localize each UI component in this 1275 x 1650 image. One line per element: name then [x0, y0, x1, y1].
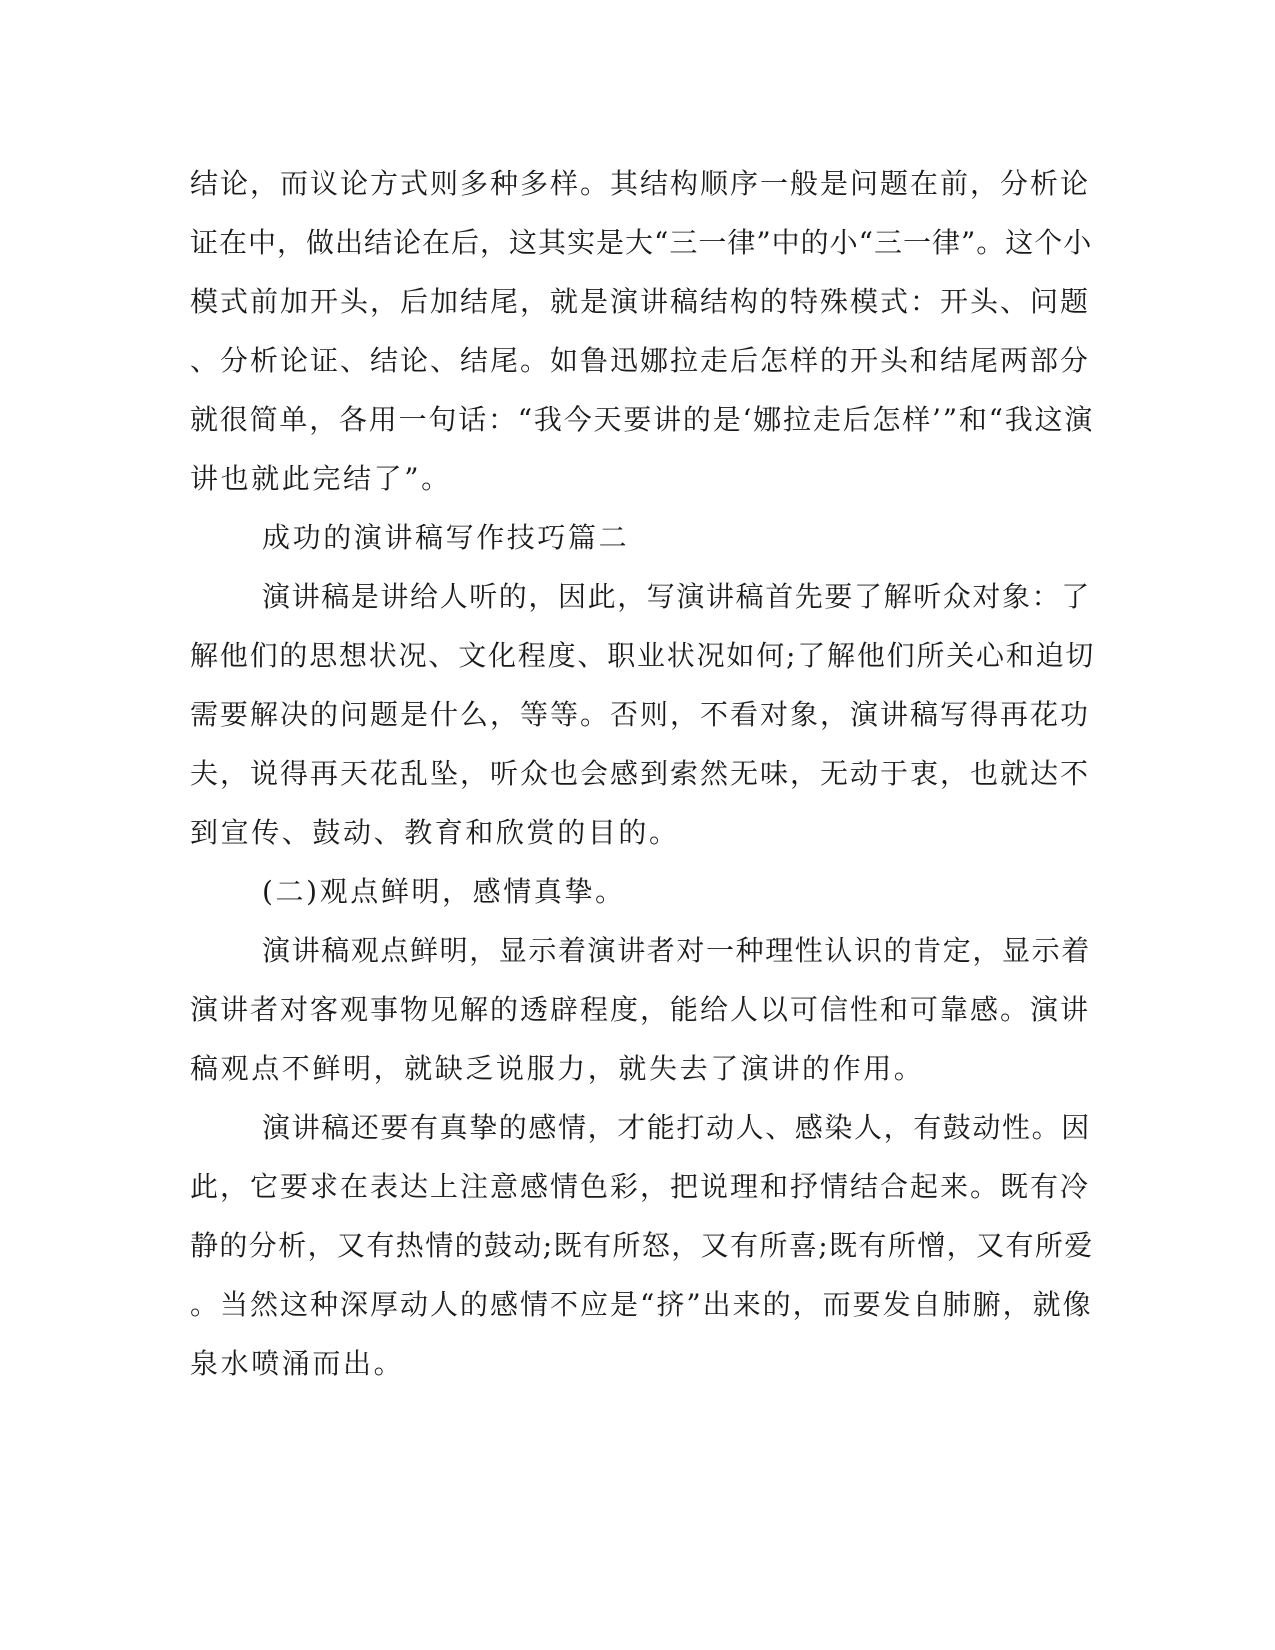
- text-line: 静的分析，又有热情的鼓动;既有所怒，又有所喜;既有所憎，又有所爱: [190, 1229, 1094, 1262]
- section-heading: 成功的演讲稿写作技巧篇二: [262, 521, 630, 554]
- text-line: 演讲稿是讲给人听的，因此，写演讲稿首先要了解听众对象：了: [262, 580, 1091, 613]
- text-line: 演讲稿观点鲜明，显示着演讲者对一种理性认识的肯定，显示着: [262, 934, 1091, 967]
- text-line: 到宣传、鼓动、教育和欣赏的目的。: [190, 816, 680, 849]
- text-line: 演讲稿还要有真挚的感情，才能打动人、感染人，有鼓动性。因: [262, 1111, 1091, 1144]
- text-line: 解他们的思想状况、文化程度、职业状况如何;了解他们所关心和迫切: [190, 639, 1096, 672]
- text-line: 演讲者对客观事物见解的透辟程度，能给人以可信性和可靠感。演讲: [190, 993, 1091, 1026]
- text-line: 泉水喷涌而出。: [190, 1347, 405, 1380]
- text-line: 模式前加开头，后加结尾，就是演讲稿结构的特殊模式：开头、问题: [190, 285, 1091, 318]
- text-line: 需要解决的问题是什么，等等。否则，不看对象，演讲稿写得再花功: [190, 698, 1091, 731]
- subheading: (二)观点鲜明，感情真挚。: [262, 875, 626, 908]
- text-line: 。当然这种深厚动人的感情不应是“挤”出来的，而要发自肺腑，就像: [190, 1288, 1093, 1321]
- text-line: 夫，说得再天花乱坠，听众也会感到索然无味，无动于衷，也就达不: [190, 757, 1091, 790]
- text-line: 讲也就此完结了”。: [190, 462, 452, 495]
- text-line: 结论，而议论方式则多种多样。其结构顺序一般是问题在前，分析论: [190, 167, 1091, 200]
- text-line: 就很简单，各用一句话：“我今天要讲的是‘娜拉走后怎样’”和“我这演: [190, 403, 1095, 436]
- text-line: 此，它要求在表达上注意感情色彩，把说理和抒情结合起来。既有冷: [190, 1170, 1091, 1203]
- text-line: 、分析论证、结论、结尾。如鲁迅娜拉走后怎样的开头和结尾两部分: [190, 344, 1091, 377]
- text-line: 证在中，做出结论在后，这其实是大“三一律”中的小“三一律”。这个小: [190, 226, 1093, 259]
- text-line: 稿观点不鲜明，就缺乏说服力，就失去了演讲的作用。: [190, 1052, 925, 1085]
